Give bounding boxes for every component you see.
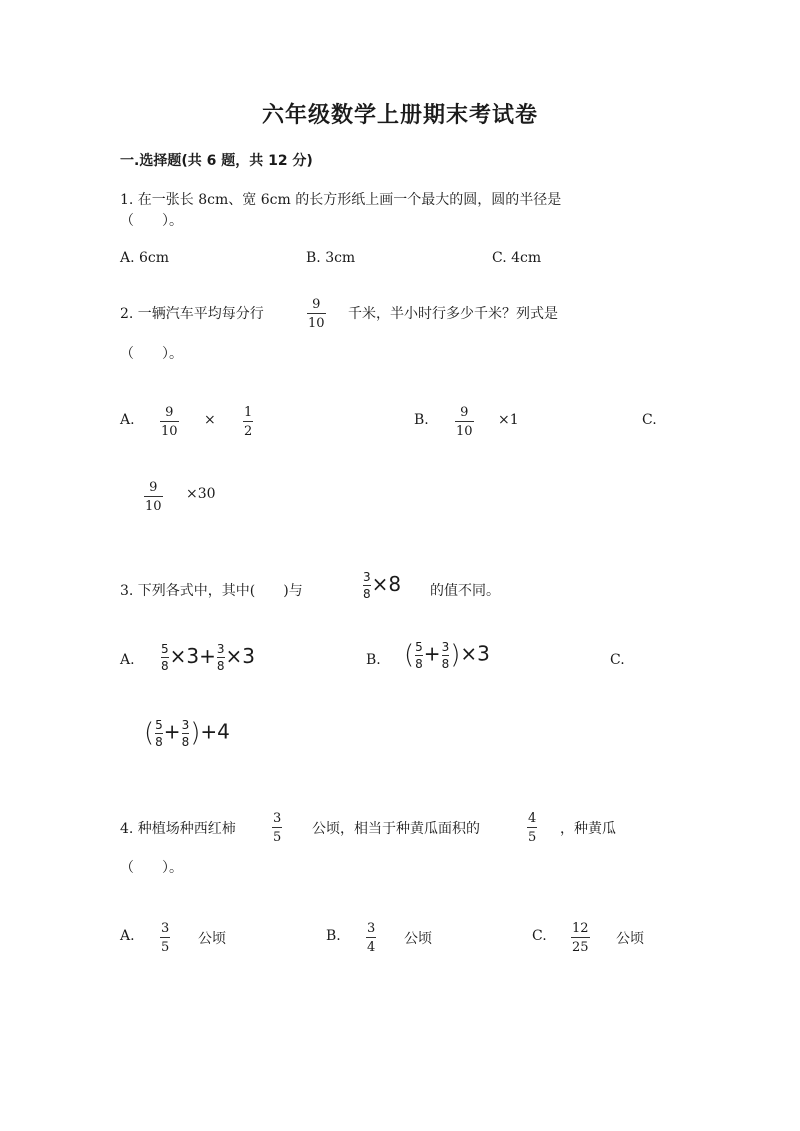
numerator: 3: [367, 921, 376, 936]
numerator: 3: [441, 639, 450, 654]
q2-option-a-label: A.: [120, 412, 135, 428]
q2-fraction-numerator: 9: [312, 297, 321, 312]
question-1-blank: （ ）。: [120, 213, 183, 229]
operator: +4: [200, 719, 230, 744]
q4-option-b-label: B.: [326, 928, 341, 944]
question-4-blank: （ ）。: [120, 860, 183, 876]
denominator: 8: [181, 734, 190, 749]
q2-option-b-tail: ×1: [498, 412, 519, 428]
numerator: 5: [161, 642, 169, 656]
q4-option-b-unit: 公顷: [404, 931, 432, 947]
denominator: 10: [456, 424, 473, 439]
q3-option-a-label: A.: [120, 652, 135, 668]
numerator: 3: [273, 811, 282, 826]
question-1-text: 1. 在一张长 8cm、宽 6cm 的长方形纸上画一个最大的圆，圆的半径是: [120, 192, 562, 208]
fraction: [415, 641, 423, 670]
numerator: 3: [363, 570, 371, 584]
operator: +: [163, 719, 181, 744]
close-paren: ): [190, 718, 201, 748]
q2-fraction: [307, 298, 326, 330]
q4-option-a-fraction: [160, 922, 170, 954]
section-heading: 一.选择题(共 6 题，共 12 分): [120, 153, 313, 169]
question-3-text-end: 的值不同。: [430, 583, 500, 599]
numerator: 5: [155, 717, 163, 732]
q4-option-a-label: A.: [120, 928, 135, 944]
denominator: 2: [244, 424, 253, 439]
numerator: 3: [181, 717, 190, 732]
operator: ×3: [460, 641, 490, 666]
numerator: 9: [460, 405, 469, 420]
close-paren: ): [450, 640, 461, 670]
q4-option-c-unit: 公顷: [616, 931, 644, 947]
numerator: 3: [161, 921, 170, 936]
denominator: 10: [161, 424, 178, 439]
question-2-text-start: 2. 一辆汽车平均每分行: [120, 306, 264, 322]
open-paren: (: [144, 718, 155, 748]
denominator: 8: [155, 734, 163, 749]
q2-fraction-denominator: 10: [308, 316, 325, 331]
numerator: 12: [572, 921, 589, 936]
fraction: [442, 641, 450, 670]
exam-title: 六年级数学上册期末考试卷: [261, 102, 538, 128]
question-4-text-start: 4. 种植场种西红柿: [120, 821, 236, 837]
q1-option-b[interactable]: B. 3cm: [306, 250, 356, 266]
q3-option-c-expression: [144, 718, 230, 748]
q3-expression-tail: ×8: [371, 572, 402, 596]
q2-option-a-fraction-2: [243, 406, 253, 438]
q3-option-c-label: C.: [610, 652, 625, 668]
open-paren: (: [404, 640, 415, 670]
numerator: 5: [415, 639, 423, 654]
q4-fraction-1: [272, 812, 282, 844]
q3-option-a-expression: [160, 643, 255, 672]
numerator: 4: [528, 811, 537, 826]
denominator: 8: [441, 656, 450, 671]
q2-option-c-tail: ×30: [186, 486, 216, 502]
operator: ×3: [225, 644, 256, 668]
q2-option-c-label: C.: [642, 412, 657, 428]
denominator: 5: [273, 830, 282, 845]
q4-option-c-fraction: [571, 922, 590, 954]
numerator: 3: [216, 642, 225, 656]
fraction: [217, 643, 225, 672]
operator: ×3+: [169, 644, 216, 668]
q3-expression: [362, 571, 401, 600]
denominator: 10: [145, 499, 162, 514]
q1-option-a[interactable]: A. 6cm: [120, 250, 170, 266]
question-4-text-mid: 公顷，相当于种黄瓜面积的: [312, 821, 480, 837]
numerator: 1: [244, 405, 253, 420]
denominator: 25: [572, 940, 589, 955]
numerator: 9: [165, 405, 174, 420]
question-3-text-start: 3. 下列各式中，其中( )与: [120, 583, 303, 599]
denominator: 8: [161, 659, 169, 673]
question-2-blank: （ ）。: [120, 346, 183, 362]
operator: +: [423, 641, 441, 666]
denominator: 8: [363, 587, 371, 601]
q2-option-b-label: B.: [414, 412, 429, 428]
q2-option-a-fraction-1: [160, 406, 179, 438]
q4-option-a-unit: 公顷: [198, 931, 226, 947]
denominator: 4: [367, 940, 376, 955]
numerator: 9: [149, 480, 158, 495]
question-2-text-end: 千米，半小时行多少千米？列式是: [348, 306, 558, 322]
q4-fraction-2: [527, 812, 537, 844]
q4-option-b-fraction: [366, 922, 376, 954]
denominator: 8: [415, 656, 423, 671]
denominator: 8: [216, 659, 225, 673]
q3-option-b-expression: [404, 640, 490, 670]
q3-option-b-label: B.: [366, 652, 381, 668]
denominator: 5: [161, 940, 170, 955]
q1-option-c[interactable]: C. 4cm: [492, 250, 542, 266]
q2-option-c-fraction: [144, 481, 163, 513]
q2-option-a-operator: ×: [204, 412, 216, 428]
q3-expression-fraction: [363, 571, 371, 600]
denominator: 5: [528, 830, 537, 845]
fraction: [161, 643, 169, 672]
q2-option-b-fraction: [455, 406, 474, 438]
fraction: [182, 719, 190, 748]
fraction: [155, 719, 163, 748]
q4-option-c-label: C.: [532, 928, 547, 944]
question-4-text-end: ，种黄瓜: [560, 821, 616, 837]
